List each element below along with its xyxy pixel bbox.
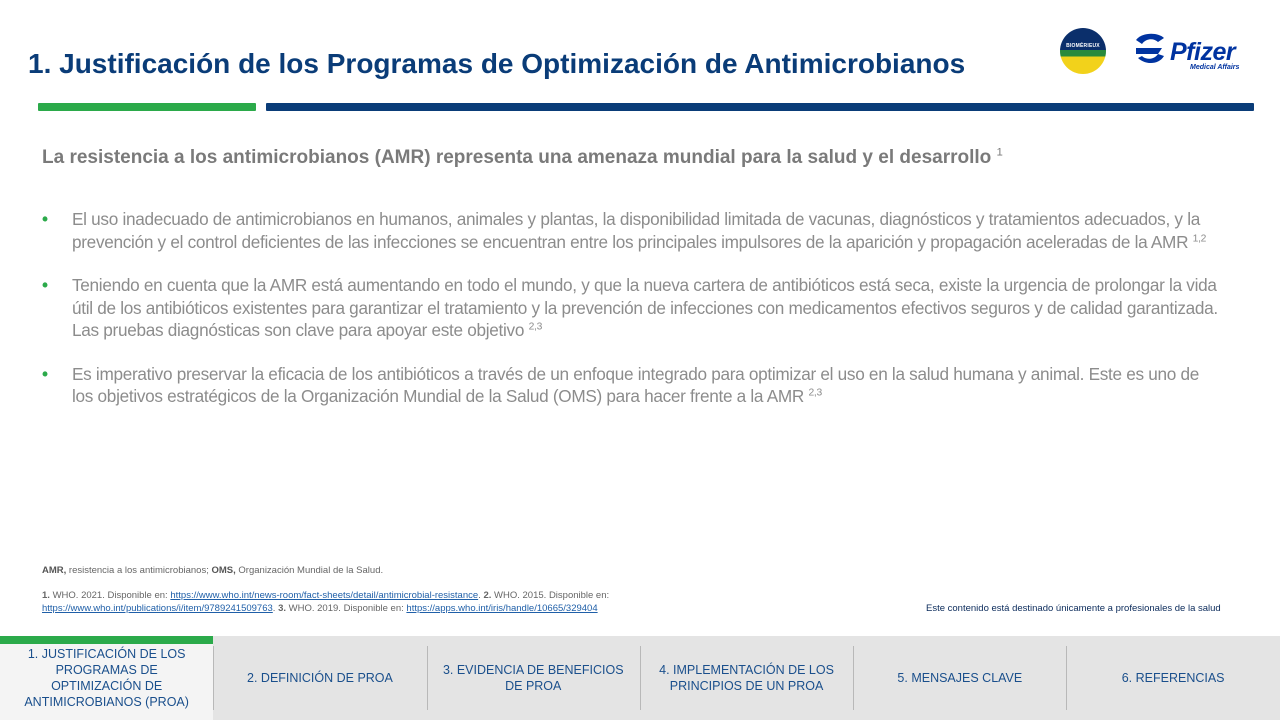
nav-item-evidencia[interactable]: 3. EVIDENCIA DE BENEFICIOS DE PROA — [427, 636, 640, 720]
ref-link[interactable]: https://www.who.int/news-room/fact-sheets/detail/antimicrobial-resistance — [170, 590, 479, 601]
biomerieux-logo — [1060, 28, 1106, 74]
bullet-ref: 2,3 — [528, 321, 543, 333]
bullet-text: Teniendo en cuenta que la AMR está aumentando en todo el mundo, y que la nueva cartera de antibióticos está seca, existe la urgencia de prolongar la vida útil de los antibióticos existentes para garantizar el tratamiento y la prevención de infecciones con medicamentos efectivos seguros y de calidad garantizada. Las pruebas diagnósticas son clave para apoyar este objetivo — [72, 275, 1218, 340]
pfizer-mark-icon — [1132, 30, 1168, 68]
ref-link[interactable]: https://apps.who.int/iris/handle/10665/329404 — [406, 603, 598, 614]
bullet-marker: • — [42, 363, 48, 384]
nav-item-implementacion[interactable]: 4. IMPLEMENTACIÓN DE LOS PRINCIPIOS DE UN PROA — [640, 636, 853, 720]
accent-bar-green — [38, 103, 256, 111]
ref-text: WHO. 2021. Disponible en: — [49, 590, 171, 601]
pfizer-logo — [1132, 28, 1257, 76]
bullet-text: Es imperativo preservar la eficacia de los antibióticos a través de un enfoque integrado para optimizar el uso en la salud humana y animal. Este es uno de los objetivos estratégicos de la Organización Mundial de la Salud (OMS) para hacer frente a la AMR — [72, 363, 1200, 406]
bullet-ref: 1,2 — [1192, 232, 1207, 244]
list-item — [42, 363, 1222, 408]
nav-item-definicion[interactable]: 2. DEFINICIÓN DE PROA — [213, 636, 426, 720]
biomerieux-logo-text: BIOMÉRIEUX — [1066, 43, 1100, 49]
nav-item-referencias[interactable]: 6. REFERENCIAS — [1066, 636, 1279, 720]
ref-link[interactable]: https://www.who.int/publications/i/item/9789241509763 — [42, 603, 273, 614]
bullet-marker: • — [42, 275, 48, 295]
nav-item-mensajes[interactable]: 5. MENSAJES CLAVE — [853, 636, 1066, 720]
list-item — [42, 208, 1222, 253]
section-heading — [42, 146, 1022, 170]
abbr-def: resistencia a los antimicrobianos; — [66, 565, 212, 576]
page-title: 1. Justificación de los Programas de Optimización de Antimicrobianos — [28, 48, 966, 79]
section-heading-ref: 1 — [996, 146, 1003, 159]
ref-number: 3. — [278, 603, 287, 614]
ref-number: 2. — [483, 590, 492, 601]
ref-text: WHO. 2019. Disponible en: — [286, 603, 407, 614]
bullet-ref: 2,3 — [808, 387, 822, 399]
accent-bar-blue — [266, 103, 1254, 111]
pfizer-wordmark: Pfizer — [1170, 38, 1236, 66]
pfizer-subtitle: Medical Affairs — [1190, 64, 1240, 71]
section-heading-text: La resistencia a los antimicrobianos (AMR) representa una amenaza mundial para la salud y el desarrollo — [42, 147, 992, 168]
ref-number: 1. — [42, 590, 50, 601]
ref-separator: . — [478, 590, 484, 601]
abbr-term: AMR, — [42, 565, 67, 576]
nav-item-justificacion[interactable]: 1. JUSTIFICACIÓN DE LOS PROGRAMAS DE OPTIMIZACIÓN DE ANTIMICROBIANOS (PROA) — [0, 636, 213, 720]
abbreviations — [42, 565, 383, 576]
abbr-term: OMS, — [211, 565, 236, 576]
disclaimer: Este contenido está destinado únicamente a profesionales de la salud — [926, 603, 1221, 614]
bullet-text: El uso inadecuado de antimicrobianos en humanos, animales y plantas, la disponibilidad limitada de vacunas, diagnósticos y tratamientos adecuados, y la prevención y el control deficientes de las infecciones se encuentran entre los principales impulsores de la aparición y propagación aceleradas de la AMR — [72, 209, 1200, 252]
abbr-def: Organización Mundial de la Salud. — [235, 565, 384, 576]
list-item — [42, 274, 1222, 342]
ref-text: WHO. 2015. Disponible en: — [491, 590, 610, 601]
bullet-marker: • — [42, 209, 48, 229]
bullet-list — [42, 208, 1222, 429]
ref-separator: . — [272, 603, 279, 614]
references — [42, 589, 742, 615]
section-nav — [0, 636, 1280, 720]
